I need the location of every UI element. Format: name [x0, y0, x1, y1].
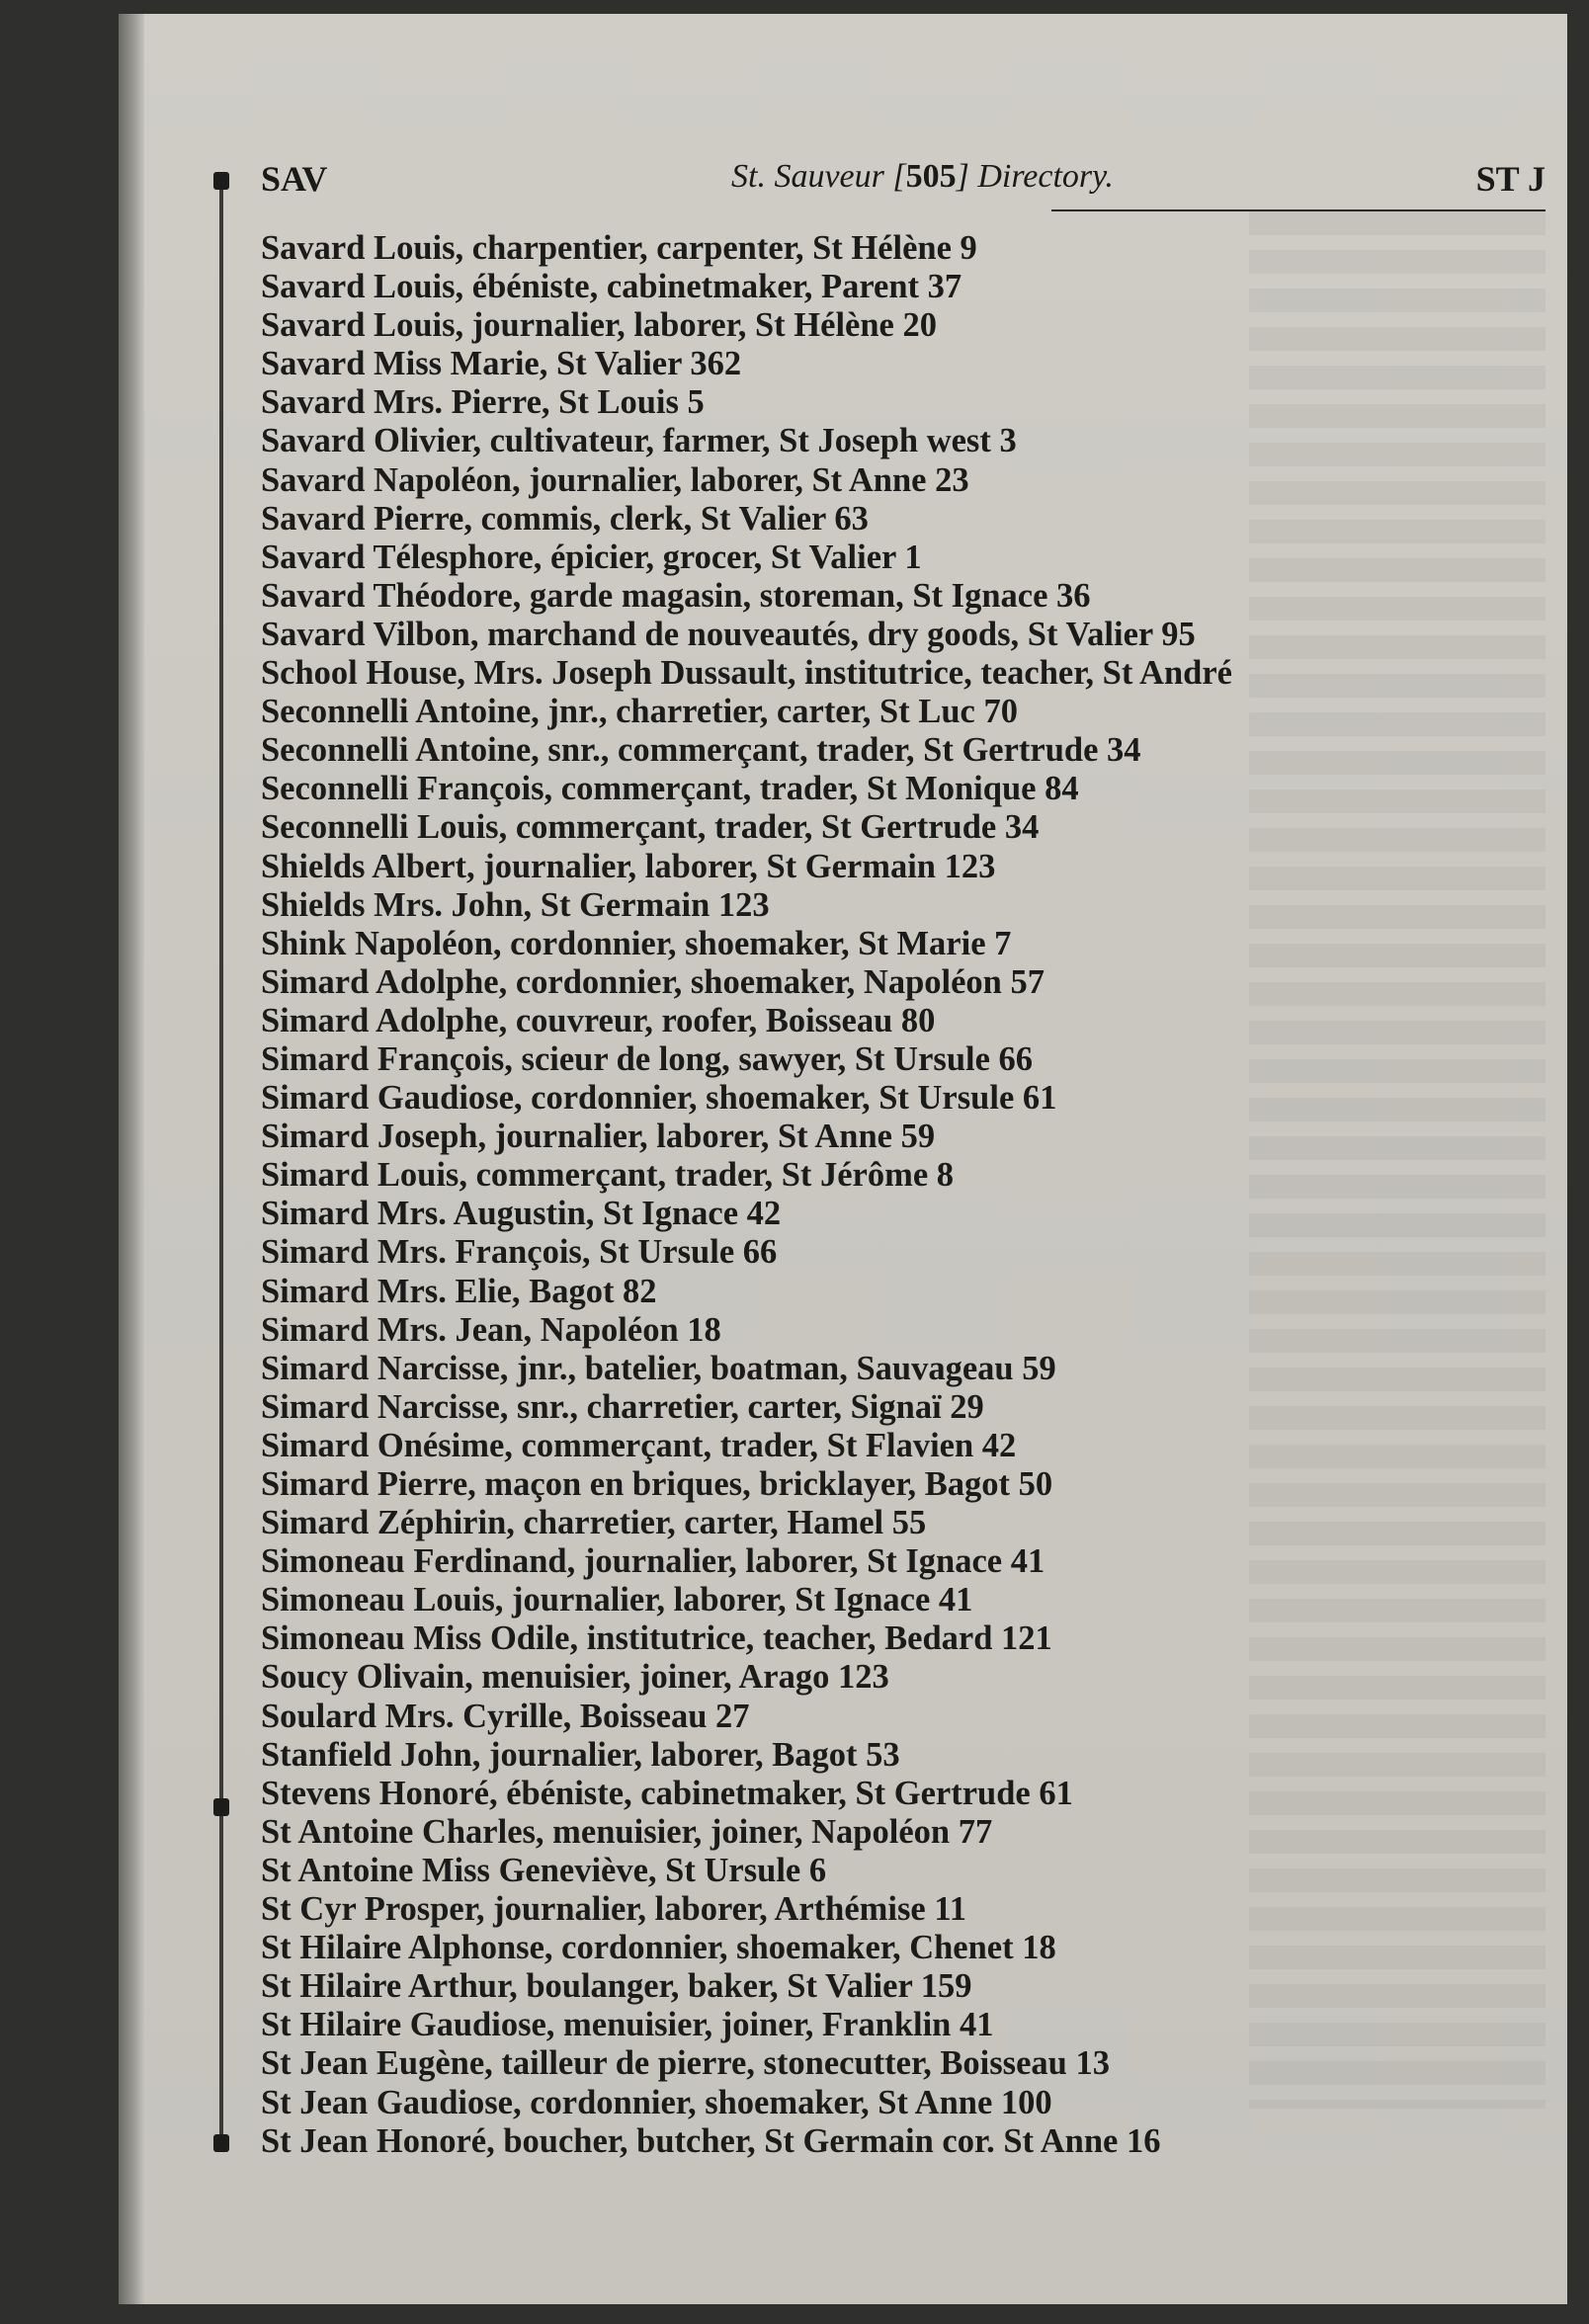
- directory-entry: Savard Louis, ébéniste, cabinetmaker, Parent 37: [261, 268, 962, 306]
- directory-entry: Simard Adolphe, couvreur, roofer, Boisseau 80: [261, 1001, 936, 1039]
- directory-entry: Simard Joseph, journalier, laborer, St Anne 59: [261, 1118, 936, 1156]
- directory-entry: St Jean Gaudiose, cordonnier, shoemaker, St Anne 100: [261, 2083, 1052, 2121]
- header-left-guide-word: SAV: [261, 159, 328, 199]
- directory-entry: Simard Mrs. Augustin, St Ignace 42: [261, 1195, 782, 1233]
- header-rule: [1051, 209, 1546, 211]
- directory-entry: Simard Narcisse, snr., charretier, carter, Signaï 29: [261, 1387, 984, 1426]
- directory-entry: School House, Mrs. Joseph Dussault, institutrice, teacher, St André: [261, 654, 1232, 693]
- running-header: [261, 158, 1546, 209]
- directory-entry: Seconnelli Louis, commerçant, trader, St Gertrude 34: [261, 808, 1040, 847]
- binding-stitch: [213, 172, 229, 190]
- directory-entry: Savard Théodore, garde magasin, storeman, St Ignace 36: [261, 576, 1091, 615]
- header-title-suffix: ] Directory.: [956, 158, 1114, 195]
- directory-entry: St Jean Honoré, boucher, butcher, St Germain cor. St Anne 16: [261, 2121, 1161, 2160]
- directory-entry: Simard Onésime, commerçant, trader, St Flavien 42: [261, 1426, 1017, 1464]
- directory-entry: Shields Mrs. John, St Germain 123: [261, 885, 770, 924]
- directory-entry: Soulard Mrs. Cyrille, Boisseau 27: [261, 1697, 750, 1735]
- binding-thread: [219, 182, 223, 2148]
- directory-entry: Shields Albert, journalier, laborer, St Germain 123: [261, 847, 996, 885]
- directory-entry: St Jean Eugène, tailleur de pierre, stonecutter, Boisseau 13: [261, 2044, 1110, 2083]
- directory-entry: Seconnelli Antoine, snr., commerçant, trader, St Gertrude 34: [261, 731, 1141, 770]
- directory-entry: Simard Pierre, maçon en briques, bricklayer, Bagot 50: [261, 1465, 1053, 1503]
- directory-entry: Stanfield John, journalier, laborer, Bagot 53: [261, 1735, 900, 1774]
- directory-entry: Simard François, scieur de long, sawyer, St Ursule 66: [261, 1039, 1034, 1078]
- directory-entry: St Hilaire Gaudiose, menuisier, joiner, Franklin 41: [261, 2006, 994, 2044]
- directory-entry: Savard Pierre, commis, clerk, St Valier 63: [261, 499, 869, 538]
- directory-entry: St Hilaire Arthur, boulanger, baker, St Valier 159: [261, 1967, 972, 2006]
- directory-entry: St Hilaire Alphonse, cordonnier, shoemaker, Chenet 18: [261, 1929, 1056, 1967]
- header-title: [731, 158, 1114, 196]
- directory-entry: Simard Mrs. Elie, Bagot 82: [261, 1272, 657, 1310]
- directory-entry: Simard Mrs. François, St Ursule 66: [261, 1233, 778, 1272]
- directory-entry: Savard Miss Marie, St Valier 362: [261, 345, 742, 383]
- directory-entry: Savard Louis, charpentier, carpenter, St Hélène 9: [261, 229, 977, 267]
- directory-entry: St Antoine Charles, menuisier, joiner, Napoléon 77: [261, 1812, 993, 1851]
- directory-entry: Simard Narcisse, jnr., batelier, boatman, Sauvageau 59: [261, 1349, 1056, 1387]
- directory-entry: Simard Louis, commerçant, trader, St Jérôme 8: [261, 1156, 955, 1195]
- page-number: 505: [905, 158, 957, 195]
- directory-entry: Savard Napoléon, journalier, laborer, St Anne 23: [261, 460, 969, 499]
- directory-entry: Soucy Olivain, menuisier, joiner, Arago 123: [261, 1658, 889, 1697]
- directory-entry: Seconnelli François, commerçant, trader, St Monique 84: [261, 770, 1079, 808]
- header-title-prefix: St. Sauveur [: [731, 158, 906, 195]
- directory-entry: Savard Vilbon, marchand de nouveautés, dry goods, St Valier 95: [261, 615, 1196, 653]
- directory-entry: Simoneau Miss Odile, institutrice, teacher, Bedard 121: [261, 1619, 1052, 1658]
- directory-entry: Simoneau Ferdinand, journalier, laborer, St Ignace 41: [261, 1542, 1045, 1581]
- directory-entry: Savard Mrs. Pierre, St Louis 5: [261, 383, 705, 422]
- directory-entry: St Antoine Miss Geneviève, St Ursule 6: [261, 1851, 827, 1889]
- directory-page: [119, 14, 1567, 2304]
- directory-entry: Seconnelli Antoine, jnr., charretier, carter, St Luc 70: [261, 693, 1018, 731]
- directory-entry: Stevens Honoré, ébéniste, cabinetmaker, St Gertrude 61: [261, 1774, 1073, 1812]
- directory-entry: Savard Télesphore, épicier, grocer, St Valier 1: [261, 538, 922, 576]
- directory-entry: Simard Zéphirin, charretier, carter, Hamel 55: [261, 1504, 927, 1542]
- directory-entry: Simard Adolphe, cordonnier, shoemaker, Napoléon 57: [261, 962, 1045, 1001]
- binding-stitch: [213, 1798, 229, 1816]
- directory-entry: St Cyr Prosper, journalier, laborer, Arthémise 11: [261, 1890, 966, 1929]
- directory-entry: Savard Olivier, cultivateur, farmer, St Joseph west 3: [261, 422, 1017, 460]
- directory-entry: Simard Gaudiose, cordonnier, shoemaker, St Ursule 61: [261, 1079, 1057, 1118]
- directory-entry: Simoneau Louis, journalier, laborer, St Ignace 41: [261, 1581, 973, 1619]
- binding-stitch: [213, 2134, 229, 2152]
- header-right-guide-word: ST J: [1475, 159, 1546, 199]
- directory-entry: Simard Mrs. Jean, Napoléon 18: [261, 1310, 721, 1349]
- directory-entries: [261, 229, 1565, 2161]
- page-spine-shadow: [119, 14, 144, 2304]
- directory-entry: Savard Louis, journalier, laborer, St Hélène 20: [261, 306, 937, 345]
- directory-entry: Shink Napoléon, cordonnier, shoemaker, St Marie 7: [261, 924, 1012, 962]
